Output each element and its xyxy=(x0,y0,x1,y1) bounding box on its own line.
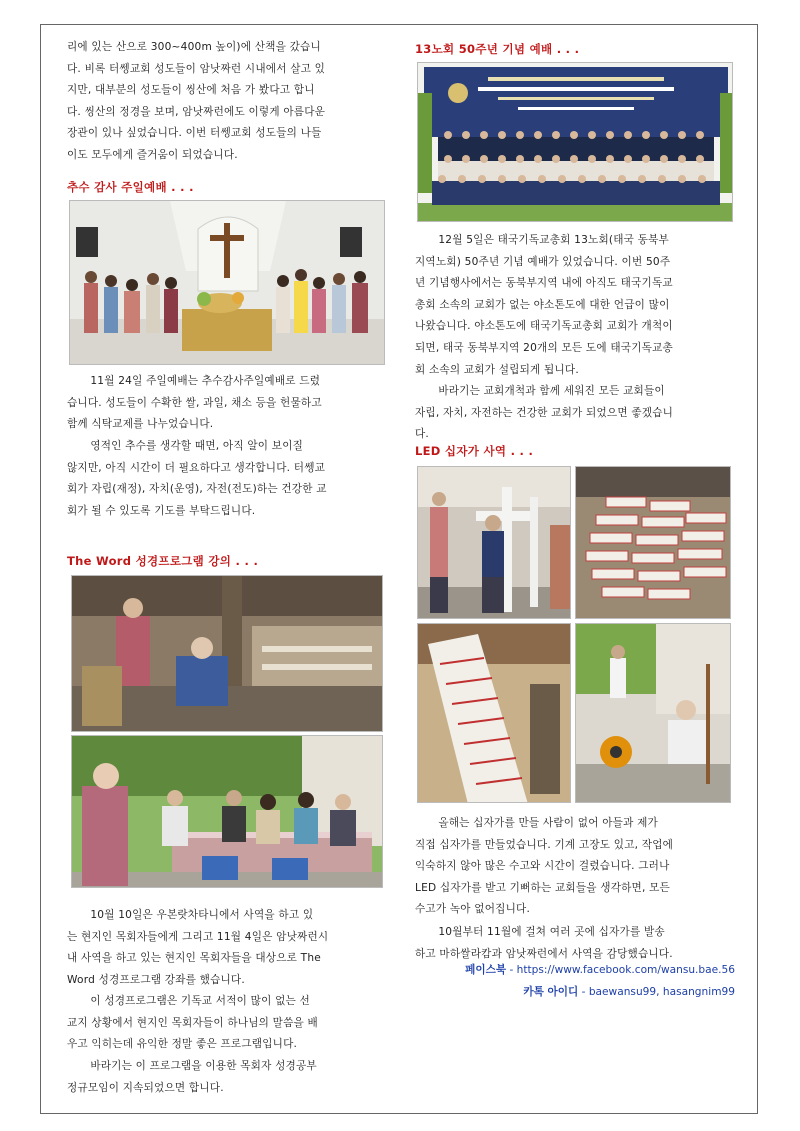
text-line: 10월 10일은 우본랏차타니에서 사역을 하고 있 xyxy=(90,909,314,921)
text-line: 수고가 녹아 없어집니다. xyxy=(415,903,531,916)
anniversary-paragraph-1 xyxy=(415,230,735,381)
text-line: 지역노회) 50주년 기념 예배가 있었습니다. 이번 50주 xyxy=(415,255,671,268)
facebook-url[interactable]: - https://www.facebook.com/wansu.bae.56 xyxy=(506,964,735,976)
kakao-contact xyxy=(465,981,735,1003)
cross-worker-photo xyxy=(575,623,731,803)
text-line: 영적인 추수를 생각할 때면, 아직 알이 보이질 xyxy=(90,440,304,452)
text-line: 나왔습니다. 야소톤도에 태국기독교총회 교회가 개척이 xyxy=(415,320,673,333)
text-line: 지만, 대부분의 성도들이 씽산에 처음 가 봤다고 합니 xyxy=(67,84,315,97)
text-line: 10월부터 11월에 걸쳐 여러 곳에 십자가를 발송 xyxy=(438,926,665,938)
harvest-photo xyxy=(69,200,385,365)
text-line: 함께 식탁교제를 나누었습니다. xyxy=(67,418,214,431)
kakao-ids: - baewansu99, hasangnim99 xyxy=(578,986,735,998)
text-line: 자립, 자치, 자전하는 건강한 교회가 되었으면 좋겠습니 xyxy=(415,406,674,419)
text-line: 이 성경프로그램은 기독교 서적이 많이 없는 선 xyxy=(90,995,310,1007)
text-line: 습니다. 성도들이 수확한 쌀, 과일, 채소 등을 헌물하고 xyxy=(67,396,322,409)
text-line: 총회 소속의 교회가 없는 야소톤도에 대한 언급이 많이 xyxy=(415,298,670,311)
word-paragraph-2 xyxy=(67,991,387,1056)
harvest-paragraph-2 xyxy=(67,436,387,522)
text-line: 이도 모두에게 즐거움이 되었습니다. xyxy=(67,148,238,161)
facebook-contact[interactable] xyxy=(465,959,735,981)
lecture-photo-2 xyxy=(71,735,383,888)
newsletter-page xyxy=(40,24,758,1114)
cross-stack-photo xyxy=(417,623,571,803)
text-line: Word 성경프로그램 강좌를 했습니다. xyxy=(67,973,245,986)
text-line: 리에 있는 산으로 300~400m 높이)에 산책을 갔습니 xyxy=(67,41,321,53)
facebook-label: 페이스북 xyxy=(465,964,507,976)
text-line: 교지 상황에서 현지인 목회자들이 하나님의 말씀을 배 xyxy=(67,1016,318,1029)
text-line: LED 십자가를 받고 기뻐하는 교회들을 생각하면, 모든 xyxy=(415,881,670,894)
text-line: 바라기는 이 프로그램을 이용한 목회자 성경공부 xyxy=(90,1060,317,1072)
contact-links xyxy=(465,959,735,1003)
text-line: 다. 비록 터쎙교회 성도들이 암낫짜런 시내에서 살고 있 xyxy=(67,62,326,75)
word-paragraph-1 xyxy=(67,905,387,991)
text-line: 바라기는 교회개척과 함께 세워진 모든 교회들이 xyxy=(438,385,665,397)
cross-boxes-photo xyxy=(575,466,731,619)
lecture-photo-1 xyxy=(71,575,383,732)
cross-workshop-photo-1 xyxy=(417,466,571,619)
text-line: 우고 익히는데 유익한 정말 좋은 프로그램입니다. xyxy=(67,1038,298,1051)
kakao-label: 카톡 아이디 xyxy=(523,986,579,998)
text-line: 정규모임이 지속되었으면 합니다. xyxy=(67,1081,224,1094)
text-line: 다. xyxy=(415,428,430,441)
text-line: 회 소속의 교회가 설립되게 됩니다. xyxy=(415,363,579,376)
anniversary-paragraph-2 xyxy=(415,381,735,446)
anniversary-group-photo xyxy=(417,62,733,222)
text-line: 다. 씽산의 정경을 보며, 암낫짜런에도 이렇게 아름다운 xyxy=(67,105,326,118)
text-line: 는 현지인 목회자들에게 그리고 11월 4일은 암낫짜런시 xyxy=(67,930,329,943)
led-paragraph-1 xyxy=(415,813,735,921)
text-line: 익숙하지 않아 많은 수고와 시간이 걸렸습니다. 그러나 xyxy=(415,860,670,873)
text-line: 않지만, 아직 시간이 더 필요하다고 생각합니다. 터쎙교 xyxy=(67,461,326,474)
text-line: 회가 될 수 있도록 기도를 부탁드립니다. xyxy=(67,504,256,517)
text-line: 12월 5일은 태국기독교총회 13노회(태국 동북부 xyxy=(438,234,669,246)
text-line: 11월 24일 주일예배는 추수감사주일예배로 드렸 xyxy=(90,375,321,387)
text-line: 회가 자립(재정), 자치(운영), 자전(전도)하는 건강한 교 xyxy=(67,483,327,496)
led-cross-heading: LED 십자가 사역 . . . xyxy=(415,444,534,458)
text-line: 올해는 십자가를 만들 사람이 없어 아들과 제가 xyxy=(438,817,658,829)
text-line: 직접 십자가를 만들었습니다. 기계 고장도 있고, 작업에 xyxy=(415,838,674,851)
word-paragraph-3 xyxy=(67,1056,387,1099)
anniversary-heading: 13노회 50주년 기념 예배 . . . xyxy=(415,42,580,56)
text-line: 년 기념행사에서는 동북부지역 내에 아직도 태국기독교 xyxy=(415,277,673,290)
text-line: 내 사역을 하고 있는 현지인 목회자들을 대상으로 The xyxy=(67,952,321,965)
text-line: 장관이 있나 싶었습니다. 이번 터쎙교회 성도들의 나들 xyxy=(67,127,322,140)
harvest-heading: 추수 감사 주일예배 . . . xyxy=(67,180,194,194)
word-program-heading: The Word 성경프로그램 강의 . . . xyxy=(67,554,259,568)
harvest-paragraph-1 xyxy=(67,371,387,436)
text-line: 되면, 태국 동북부지역 20개의 모든 도에 태국기독교총 xyxy=(415,341,673,354)
intro-paragraph xyxy=(67,37,387,167)
text-line: 하고 마하쌀라캄과 암낫짜런에서 사역을 감당했습니다. xyxy=(415,947,673,960)
